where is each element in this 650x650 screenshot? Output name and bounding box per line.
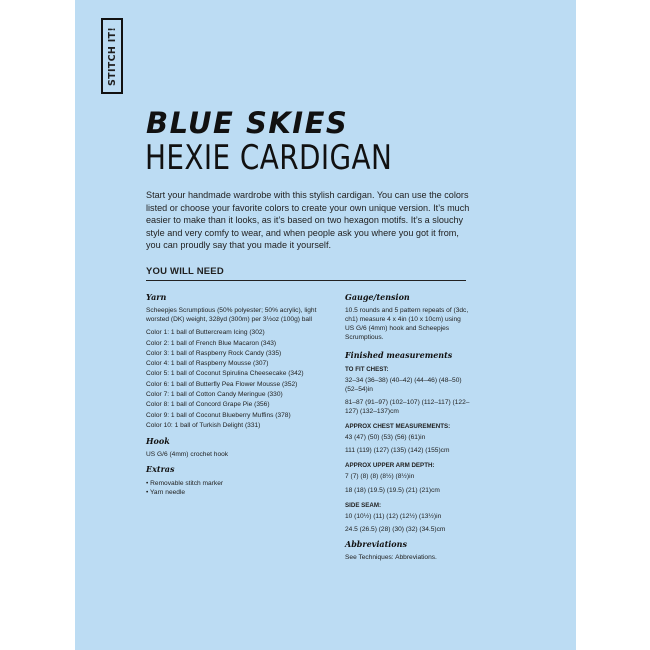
extras-item: • Yarn needle	[146, 488, 186, 496]
side-seam-in: 10 (10½) (11) (12) (12½) (13½)in	[345, 512, 442, 520]
yarn-color-item: Color 5: 1 ball of Coconut Spirulina Cheesecake (342)	[146, 370, 304, 378]
gauge-text: 10.5 rounds and 5 pattern repeats of (3dc, ch1) measure 4 x 4in (10 x 10cm) using US G/6 (4mm) hook and Scheepjes Scrumptious.	[345, 307, 469, 342]
yarn-color-item: Color 4: 1 ball of Raspberry Mousse (307)	[146, 360, 269, 368]
section-tab	[101, 18, 123, 94]
upper-arm-in: 7 (7) (8) (8) (8½) (8½)in	[345, 473, 415, 481]
side-seam-cm: 24.5 (26.5) (28) (30) (32) (34.5)cm	[345, 525, 446, 533]
abbreviations-heading: Abbreviations	[345, 538, 407, 549]
hook-text: US G/6 (4mm) crochet hook	[146, 451, 229, 459]
intro-paragraph: Start your handmade wardrobe with this stylish cardigan. You can use the colors listed or choose your favorite colors to create your own unique version. It’s much easier to make than it looks, as it’s based on two hexagon motifs. It’s a slouchy style and very comfy to wear, and when people ask you where you got it from, you can proudly say that you made it yourself.	[146, 190, 470, 251]
title-line-1: BLUE SKIES	[146, 106, 349, 140]
finished-heading: Finished measurements	[345, 350, 453, 361]
heading-rule	[146, 280, 466, 281]
yarn-heading: Yarn	[146, 292, 167, 302]
yarn-color-item: Color 6: 1 ball of Butterfly Pea Flower Mousse (352)	[146, 380, 298, 388]
title-line-2: HEXIE CARDIGAN	[145, 138, 393, 178]
yarn-color-item: Color 8: 1 ball of Concord Grape Pie (356)	[146, 401, 270, 409]
extras-heading: Extras	[146, 464, 175, 475]
section-tab-label: STITCH IT!	[106, 26, 118, 86]
yarn-color-item: Color 7: 1 ball of Cotton Candy Meringue (330)	[146, 391, 283, 399]
abbreviations-text: See Techniques: Abbreviations.	[345, 553, 437, 561]
extras-item: • Removable stitch marker	[146, 479, 224, 487]
chest-in: 43 (47) (50) (53) (56) (61)in	[345, 434, 426, 442]
right-column	[345, 293, 470, 562]
hook-heading: Hook	[146, 436, 170, 447]
you-will-need-heading: YOU WILL NEED	[146, 266, 224, 277]
yarn-description: Scheepjes Scrumptious (50% polyester; 50% acrylic), light worsted (DK) weight, 328yd (300m) per 3½oz (100g) ball	[146, 307, 317, 324]
yarn-color-item: Color 10: 1 ball of Turkish Delight (331)	[146, 421, 261, 429]
chest-cm: 111 (119) (127) (135) (142) (155)cm	[345, 447, 450, 455]
fit-chest-in: 32–34 (36–38) (40–42) (44–46) (48–50) (52–54)in	[345, 376, 462, 393]
yarn-color-item: Color 2: 1 ball of French Blue Macaron (343)	[146, 339, 277, 347]
chest-label: APPROX CHEST MEASUREMENTS:	[345, 423, 451, 431]
side-seam-label: SIDE SEAM:	[345, 501, 382, 509]
fit-chest-label: TO FIT CHEST:	[345, 365, 389, 373]
left-column	[146, 293, 321, 497]
yarn-color-item: Color 9: 1 ball of Coconut Blueberry Muffins (378)	[146, 411, 291, 419]
fit-chest-cm: 81–87 (91–97) (102–107) (112–117) (122–127) (132–137)cm	[345, 398, 470, 415]
yarn-color-item: Color 3: 1 ball of Raspberry Rock Candy (335)	[146, 349, 282, 357]
yarn-color-list	[146, 328, 321, 431]
yarn-color-item: Color 1: 1 ball of Buttercream Icing (302)	[146, 329, 265, 337]
upper-arm-label: APPROX UPPER ARM DEPTH:	[345, 462, 435, 470]
gauge-heading: Gauge/tension	[345, 292, 410, 302]
upper-arm-cm: 18 (18) (19.5) (19.5) (21) (21)cm	[345, 486, 440, 494]
